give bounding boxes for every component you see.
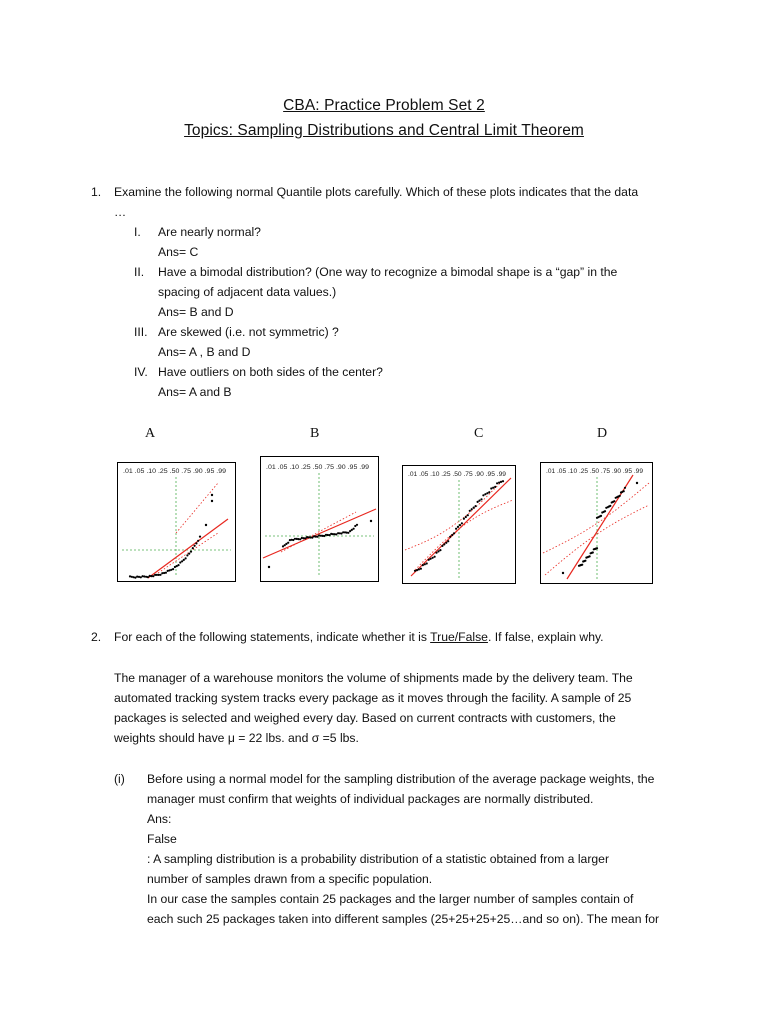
data-point — [502, 480, 504, 482]
outlier-point — [370, 520, 372, 522]
data-point — [624, 487, 626, 489]
data-point — [475, 505, 477, 507]
q2-intro-post: . If false, explain why. — [487, 630, 604, 644]
data-point — [482, 494, 484, 496]
data-point — [469, 510, 471, 512]
quantile-tick-labels: .01 .05 .10 .25 .50 .75 .90 .95 .99 — [123, 468, 227, 475]
data-point — [152, 575, 154, 577]
q2-sub-line: Before using a normal model for the sampling distribution of the average package weights, the — [147, 772, 655, 786]
data-point — [194, 545, 196, 547]
outlier-point — [636, 482, 638, 484]
plot-label-a: A — [145, 426, 156, 441]
outlier-point — [268, 566, 270, 568]
data-point — [471, 508, 473, 510]
data-point — [447, 540, 449, 542]
q2-intro-true-false: True/False — [430, 630, 488, 644]
data-point — [465, 516, 467, 518]
confidence-band — [158, 533, 218, 573]
q2-sub-line: each such 25 packages taken into different samples (25+25+25+25…and so on). The mean for — [147, 912, 660, 926]
data-point — [285, 543, 287, 545]
data-point — [589, 555, 591, 557]
plot-label-c: C — [474, 426, 484, 441]
data-point — [430, 558, 432, 560]
data-point — [353, 528, 355, 530]
quantile-plot-d-svg — [541, 463, 652, 583]
data-point — [159, 574, 161, 576]
document-subtitle: Topics: Sampling Distributions and Central Limit Theorem — [184, 122, 584, 139]
q2-paragraph-line: weights should have μ = 22 lbs. and σ =5 lbs. — [114, 731, 359, 745]
q2-paragraph-line: packages is selected and weighed every day. Based on current contracts with customers, the — [114, 711, 616, 725]
data-point — [185, 557, 187, 559]
q2-number: 2. — [91, 630, 102, 644]
data-point — [197, 540, 199, 542]
plot-label-b: B — [310, 426, 320, 441]
confidence-band — [176, 483, 218, 533]
quantile-plot-c-svg — [403, 466, 515, 583]
data-point — [443, 543, 445, 545]
q1-number: 1. — [91, 185, 102, 199]
data-point — [592, 551, 594, 553]
data-point — [457, 526, 459, 528]
data-point — [490, 487, 492, 489]
quantile-plot-a — [117, 462, 236, 582]
data-point — [478, 500, 480, 502]
data-point — [351, 529, 353, 531]
data-point — [623, 490, 625, 492]
q2-paragraph-line: The manager of a warehouse monitors the volume of shipments made by the delivery team. The — [114, 671, 633, 685]
data-point — [435, 552, 437, 554]
data-point — [195, 542, 197, 544]
quantile-plot-b-svg — [261, 457, 378, 581]
quantile-tick-labels: .01 .05 .10 .25 .50 .75 .90 .95 .99 — [546, 468, 644, 475]
q1-item-answer: Ans= A , B and D — [158, 345, 251, 359]
data-point — [199, 536, 201, 538]
q2-sub-line: False — [147, 832, 177, 846]
data-point — [498, 482, 500, 484]
q1-item-answer: Ans= B and D — [158, 305, 234, 319]
data-point — [426, 562, 428, 564]
data-point — [177, 564, 179, 566]
data-point — [500, 481, 502, 483]
data-point — [453, 532, 455, 534]
data-point — [480, 498, 482, 500]
data-point — [484, 493, 486, 495]
data-point — [473, 507, 475, 509]
quantile-plot-a-svg — [118, 463, 235, 581]
data-point — [596, 547, 598, 549]
data-point — [496, 482, 498, 484]
data-point — [494, 486, 496, 488]
q1-text-line1: Examine the following normal Quantile plots carefully. Which of these plots indicates that the data — [114, 185, 639, 199]
q1-item-text: Are nearly normal? — [158, 225, 261, 239]
data-point — [418, 568, 420, 570]
confidence-band — [405, 480, 503, 550]
data-point — [449, 536, 451, 538]
quantile-tick-labels: .01 .05 .10 .25 .50 .75 .90 .95 .99 — [266, 464, 370, 471]
data-point — [486, 492, 488, 494]
data-point — [600, 515, 602, 517]
q1-item-roman: III. — [134, 325, 148, 339]
reference-line — [263, 509, 376, 558]
q2-sub-line: : A sampling distribution is a probability distribution of a statistic obtained from a larger — [147, 852, 610, 866]
data-point — [179, 561, 181, 563]
q1-item-text: Have outliers on both sides of the center? — [158, 365, 383, 379]
q1-item-text-cont: spacing of adjacent data values.) — [158, 285, 337, 299]
q1-item-roman: I. — [134, 225, 141, 239]
document-title: CBA: Practice Problem Set 2 — [283, 97, 485, 114]
reference-line — [148, 519, 228, 578]
data-point — [451, 534, 453, 536]
data-point — [581, 564, 583, 566]
data-point — [428, 559, 430, 561]
quantile-plot-d — [540, 462, 653, 584]
data-point — [416, 569, 418, 571]
outlier-point — [205, 524, 207, 526]
data-point — [439, 549, 441, 551]
q1-item-text: Have a bimodal distribution? (One way to recognize a bimodal shape is a “gap” in the — [158, 265, 618, 279]
data-point — [188, 553, 190, 555]
data-point — [181, 560, 183, 562]
data-point — [356, 524, 358, 526]
q2-paragraph-line: automated tracking system tracks every package as it moves through the facility. A sample of 25 — [114, 691, 632, 705]
q1-item-roman: IV. — [134, 365, 148, 379]
data-point — [183, 559, 185, 561]
data-point — [437, 550, 439, 552]
data-point — [422, 564, 424, 566]
q2-sub-label: (i) — [114, 772, 125, 786]
data-point — [420, 568, 422, 570]
q2-sub-line: number of samples drawn from a specific population. — [147, 872, 433, 886]
data-point — [335, 533, 337, 535]
data-point — [461, 522, 463, 524]
data-point — [467, 514, 469, 516]
outlier-point — [562, 572, 564, 574]
data-point — [492, 487, 494, 489]
q2-sub-line: Ans: — [147, 812, 172, 826]
q2-sub-line: manager must confirm that weights of individual packages are normally distributed. — [147, 792, 594, 806]
data-point — [488, 491, 490, 493]
q2-sub-line: In our case the samples contain 25 packages and the larger number of samples contain of — [147, 892, 634, 906]
data-point — [477, 501, 479, 503]
data-point — [434, 556, 436, 558]
data-point — [613, 500, 615, 502]
data-point — [463, 518, 465, 520]
data-point — [287, 542, 289, 544]
quantile-plot-c — [402, 465, 516, 584]
quantile-tick-labels: .01 .05 .10 .25 .50 .75 .90 .95 .99 — [408, 471, 507, 478]
q1-item-text: Are skewed (i.e. not symmetric) ? — [158, 325, 339, 339]
data-point — [424, 563, 426, 565]
plot-label-d: D — [597, 426, 608, 441]
outlier-point — [211, 494, 213, 496]
data-point — [459, 524, 461, 526]
data-point — [147, 576, 149, 578]
data-point — [347, 532, 349, 534]
data-point — [190, 551, 192, 553]
data-point — [432, 557, 434, 559]
data-point — [604, 510, 606, 512]
data-point — [584, 560, 586, 562]
data-point — [455, 528, 457, 530]
data-point — [441, 545, 443, 547]
data-point — [165, 572, 167, 574]
q1-text-line2: … — [114, 205, 127, 219]
confidence-band — [545, 505, 649, 575]
q2-intro-pre: For each of the following statements, indicate whether it is — [114, 630, 431, 644]
data-point — [192, 547, 194, 549]
quantile-plot-b — [260, 456, 379, 582]
q1-item-answer: Ans= A and B — [158, 385, 232, 399]
q1-item-roman: II. — [134, 265, 145, 279]
q2-intro — [114, 627, 604, 647]
q1-item-answer: Ans= C — [158, 245, 199, 259]
data-point — [445, 542, 447, 544]
data-point — [414, 570, 416, 572]
data-point — [619, 495, 621, 497]
data-point — [186, 554, 188, 556]
data-point — [172, 568, 174, 570]
outlier-point — [211, 500, 213, 502]
data-point — [609, 505, 611, 507]
